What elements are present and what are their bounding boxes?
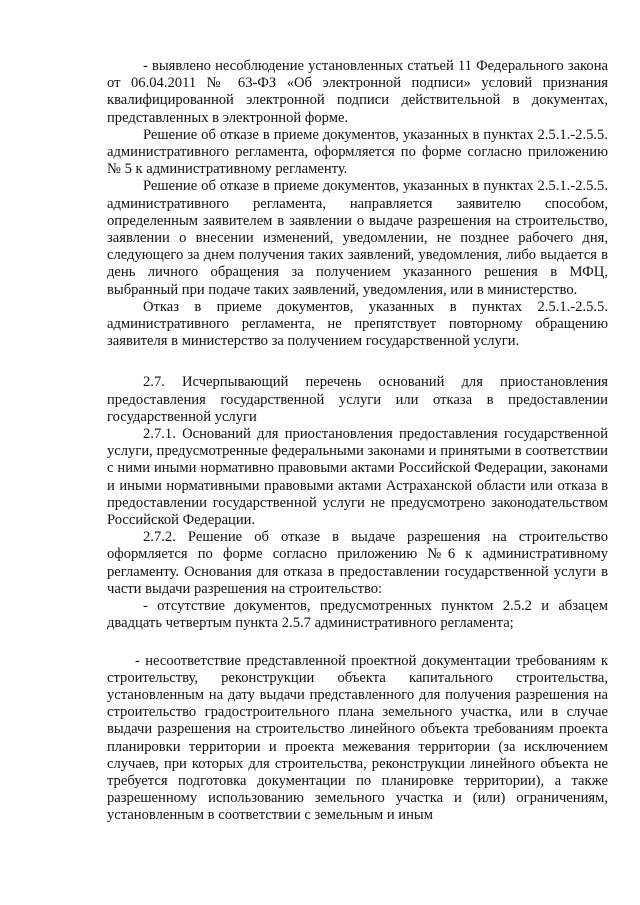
paragraph-refusal-decision-form: Решение об отказе в приеме документов, указанных в пунктах 2.5.1.-2.5.5. административного регламента, оформляется по форме согласно приложению № 5 к административному регламенту. [107, 126, 608, 178]
paragraph-refusal-decision-delivery: Решение об отказе в приеме документов, указанных в пунктах 2.5.1.-2.5.5. административного регламента, направляется заявителю способом, определенным заявителем в заявлении о выдаче разрешения на строительство, заявлении о внесении изменений, уведомлении, не позднее рабочего дня, следующего за днем получения таких заявлений, уведомления, либо выдается в день личного обращения за получением указанного решения в МФЦ, выбранный при подаче таких заявлений, уведомления, или в министерство. [107, 178, 608, 298]
paragraph-qualified-signature-violation: - выявлено несоблюдение установленных статьей 11 Федерального закона от 06.04.2011 № 63-ФЗ «Об электронной подписи» условий признания квалифицированной электронной подписи действительной в документах, представленных в электронной форме. [107, 58, 608, 126]
paragraph-2-7-2: 2.7.2. Решение об отказе в выдаче разрешения на строительство оформляется по форме согласно приложению №6 к административному регламенту. Основания для отказа в предоставлении государственной услуги в части выдачи разрешения на строительство: [107, 529, 608, 597]
paragraph-2-7-1: 2.7.1. Оснований для приостановления предоставления государственной услуги, предусмотренные федеральными законами и принятыми в соответствии с ними иными нормативно правовыми актами Российской Федерации, законами и иными нормативными правовыми актами Астраханской области или отказа в предоставлении государственной услуги не предусмотрено законодательством Российской Федерации. [107, 426, 608, 529]
list-item-missing-documents: - отсутствие документов, предусмотренных пунктом 2.5.2 и абзацем двадцать четвертым пункта 2.5.7 административного регламента; [107, 598, 608, 632]
list-item-project-noncompliance: - несоответствие представленной проектной документации требованиям к строительству, реконструкции объекта капитального строительства, установленным на дату выдачи представленного для получения разрешения на строительство градостроительного плана земельного участка, или в случае выдачи разрешения на строительство линейного объекта требованиям проекта планировки территории и проекта межевания территории (за исключением случаев, при которых для строительства, реконструкции линейного объекта не требуется подготовка документации по планировке территории), а также разрешенному использованию земельного участка и (или) ограничениям, установленным в соответствии с земельным и иным [107, 652, 608, 824]
paragraph-refusal-no-obstacle: Отказ в приеме документов, указанных в пунктах 2.5.1.-2.5.5. административного регламента, не препятствует повторному обращению заявителя в министерство за получением государственной услуги. [107, 298, 608, 350]
section-heading-2-7: 2.7. Исчерпывающий перечень оснований для приостановления предоставления государственной услуги или отказа в предоставлении государственной услуги [107, 374, 608, 425]
